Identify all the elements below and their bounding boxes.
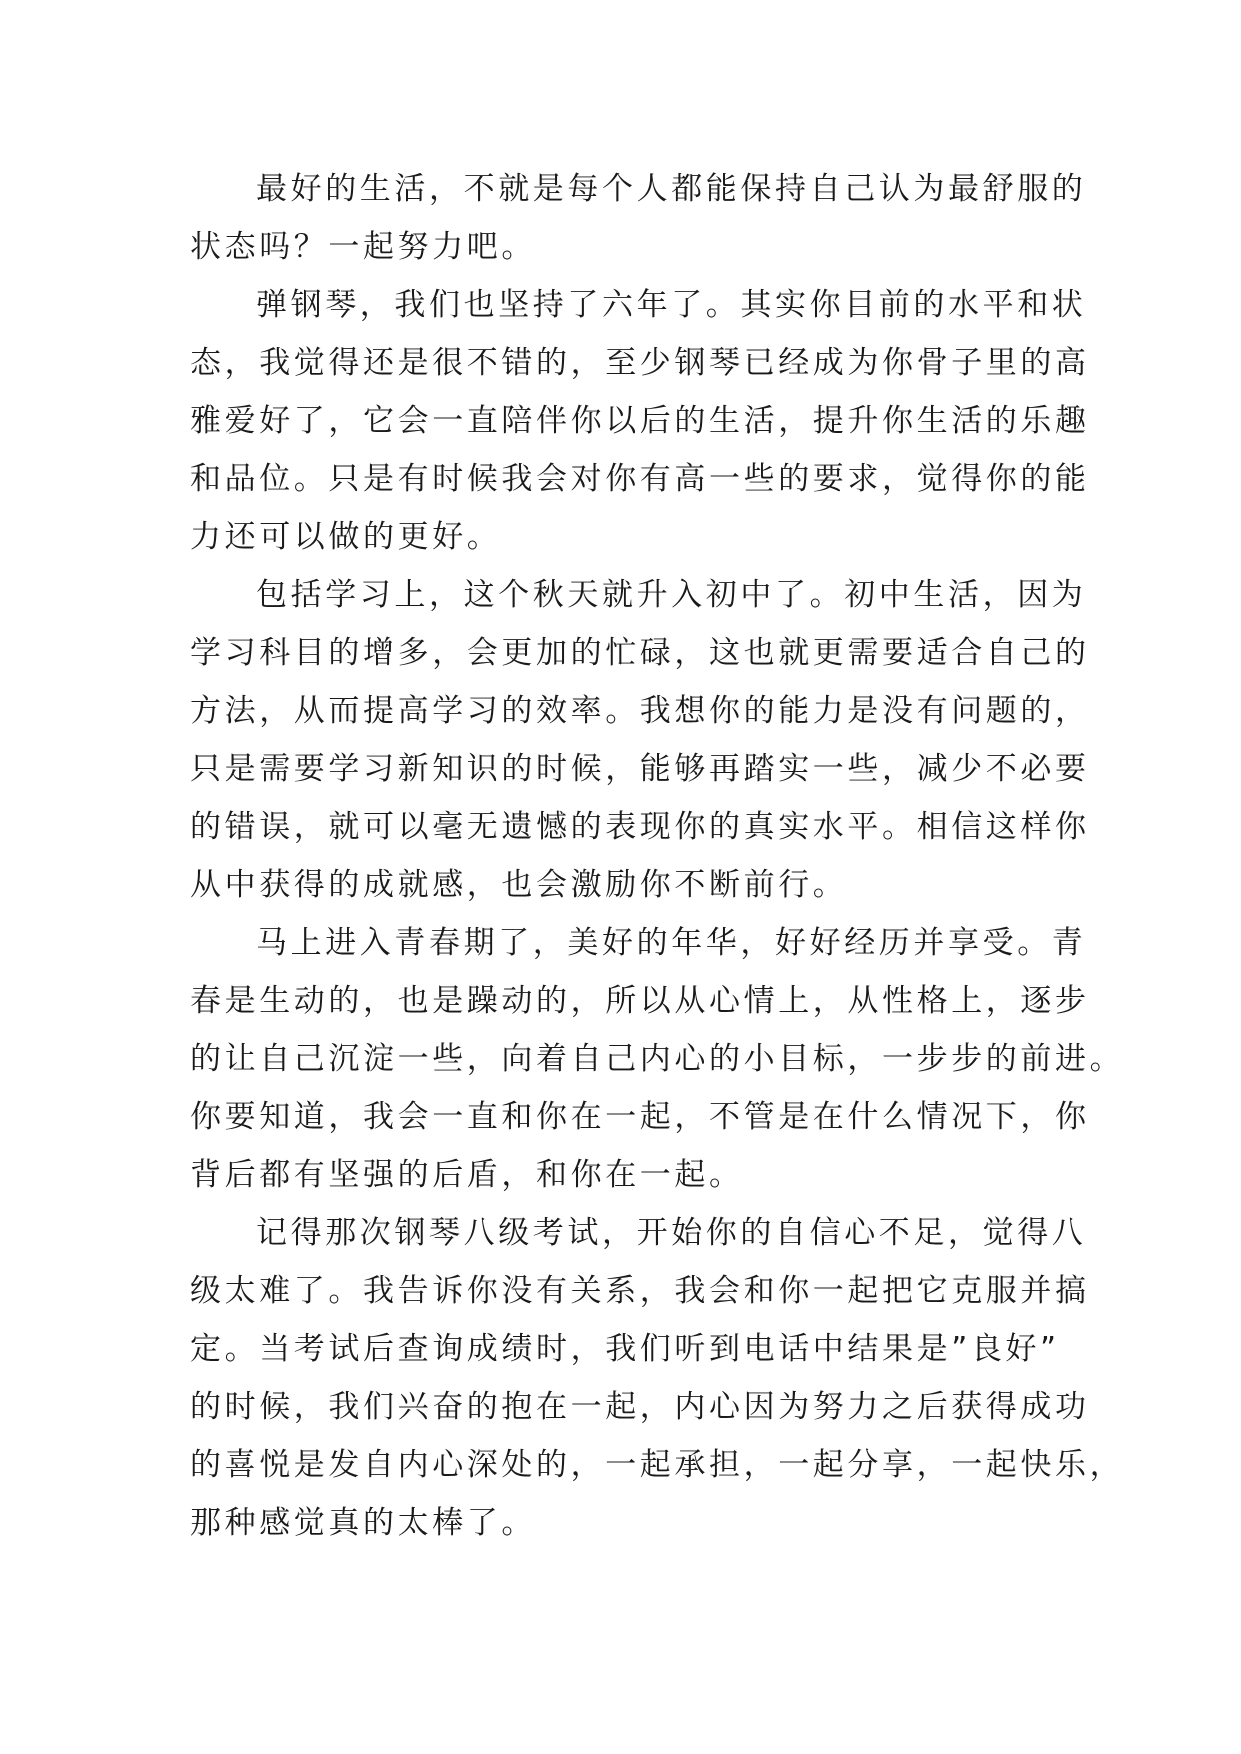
paragraph-5 bbox=[190, 1204, 1125, 1552]
text-line: 包括学习上，这个秋天就升入初中了。初中生活，因为 bbox=[256, 577, 1087, 613]
text-line: 的让自己沉淀一些，向着自己内心的小目标，一步步的前进。 bbox=[190, 1041, 1125, 1077]
body-text bbox=[190, 160, 1125, 1552]
paragraph-3 bbox=[190, 566, 1090, 914]
paragraph-2 bbox=[190, 276, 1090, 566]
text-line: 你要知道，我会一直和你在一起，不管是在什么情况下，你 bbox=[190, 1099, 1090, 1135]
paragraph-1 bbox=[190, 160, 1087, 276]
text-line: 弹钢琴，我们也坚持了六年了。其实你目前的水平和状 bbox=[256, 287, 1087, 323]
text-line: 记得那次钢琴八级考试，开始你的自信心不足，觉得八 bbox=[256, 1215, 1087, 1251]
text-line: 和品位。只是有时候我会对你有高一些的要求，觉得你的能 bbox=[190, 461, 1090, 497]
text-line: 背后都有坚强的后盾，和你在一起。 bbox=[190, 1157, 744, 1193]
text-line: 方法，从而提高学习的效率。我想你的能力是没有问题的， bbox=[190, 693, 1090, 729]
text-line: 定。当考试后查询成绩时，我们听到电话中结果是”良好” bbox=[190, 1331, 1060, 1367]
paragraph-4 bbox=[190, 914, 1125, 1204]
text-line: 只是需要学习新知识的时候，能够再踏实一些，减少不必要 bbox=[190, 751, 1090, 787]
text-line: 从中获得的成就感，也会激励你不断前行。 bbox=[190, 867, 848, 903]
text-line: 那种感觉真的太棒了。 bbox=[190, 1505, 536, 1541]
text-line: 学习科目的增多，会更加的忙碌，这也就更需要适合自己的 bbox=[190, 635, 1090, 671]
text-line: 雅爱好了，它会一直陪伴你以后的生活，提升你生活的乐趣 bbox=[190, 403, 1090, 439]
text-line: 春是生动的，也是躁动的，所以从心情上，从性格上，逐步 bbox=[190, 983, 1090, 1019]
text-line: 马上进入青春期了，美好的年华，好好经历并享受。青 bbox=[256, 925, 1087, 961]
text-line: 最好的生活，不就是每个人都能保持自己认为最舒服的 bbox=[256, 171, 1087, 207]
text-line: 力还可以做的更好。 bbox=[190, 519, 502, 555]
text-line: 的时候，我们兴奋的抱在一起，内心因为努力之后获得成功 bbox=[190, 1389, 1090, 1425]
text-line: 状态吗？一起努力吧。 bbox=[190, 229, 536, 265]
text-line: 态，我觉得还是很不错的，至少钢琴已经成为你骨子里的高 bbox=[190, 345, 1090, 381]
text-line: 级太难了。我告诉你没有关系，我会和你一起把它克服并搞 bbox=[190, 1273, 1090, 1309]
text-line: 的错误，就可以毫无遗憾的表现你的真实水平。相信这样你 bbox=[190, 809, 1090, 845]
text-line: 的喜悦是发自内心深处的，一起承担，一起分享，一起快乐， bbox=[190, 1447, 1125, 1483]
